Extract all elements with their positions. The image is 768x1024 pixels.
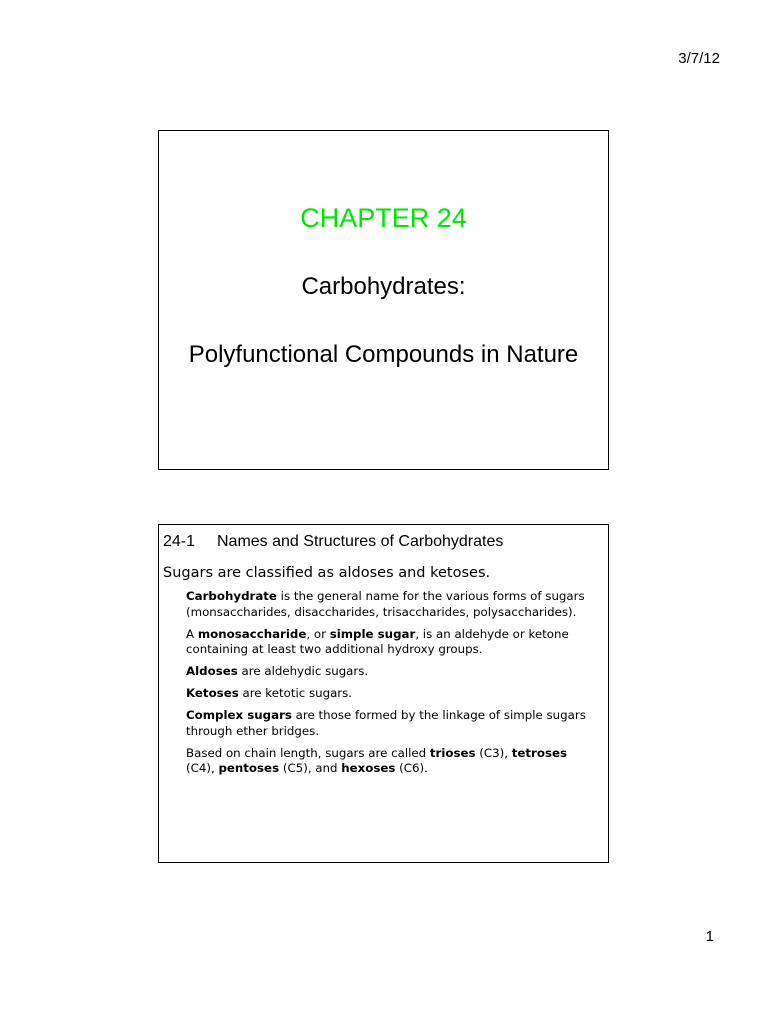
paragraph-text: (C4), <box>186 761 219 775</box>
page-number: 1 <box>705 928 714 945</box>
paragraph-aldoses <box>186 664 598 680</box>
term-trioses: trioses <box>429 745 476 760</box>
chapter-subtitle-2: Polyfunctional Compounds in Nature <box>188 341 579 368</box>
paragraph-text: are ketotic sugars. <box>238 686 353 700</box>
page-date: 3/7/12 <box>678 50 720 67</box>
paragraph-complex-sugars <box>186 708 598 739</box>
section-title: Names and Structures of Carbohydrates <box>217 533 504 550</box>
term-carbohydrate: Carbohydrate <box>186 589 277 603</box>
chapter-subtitle: Carbohydrates: <box>301 273 466 300</box>
paragraph-text: are those formed by the linkage of simple sugars through ether bridges. <box>186 708 586 738</box>
paragraph-text: are aldehydic sugars. <box>237 664 369 678</box>
paragraph-text: (C3), <box>475 745 512 760</box>
paragraph-text: Based on chain length, sugars are called <box>186 745 430 760</box>
paragraph-text: , is an aldehyde or ketone containing at least two additional hydroxy groups. <box>186 626 569 656</box>
term-ketoses: Ketoses <box>186 686 239 700</box>
paragraph-text: (C6). <box>395 761 428 775</box>
paragraph-chain-length <box>186 746 598 777</box>
term-complex-sugars: Complex sugars <box>186 708 292 722</box>
paragraph-text: A <box>186 626 198 641</box>
paragraph-text: (C5), and <box>279 761 342 775</box>
paragraph-monosaccharide <box>186 627 598 658</box>
term-aldoses: Aldoses <box>186 664 238 678</box>
chapter-heading: CHAPTER 24 <box>300 203 467 233</box>
section-subheading: Sugars are classified as aldoses and ketoses. <box>163 565 491 581</box>
paragraph-text: , or <box>306 626 330 641</box>
term-monosaccharide: monosaccharide <box>197 626 307 641</box>
section-number: 24-1 <box>163 533 196 550</box>
title-slide <box>158 130 609 470</box>
content-slide <box>158 524 609 863</box>
paragraph-ketoses <box>186 686 598 702</box>
paragraph-text: is the general name for the various forms of sugars (monsaccharides, disaccharides, trisaccharides, polysaccharides). <box>186 589 585 619</box>
paragraph-list <box>186 589 598 783</box>
paragraph-carbohydrate <box>186 589 598 620</box>
section-heading <box>163 533 503 551</box>
term-tetroses: tetroses <box>511 745 567 760</box>
term-hexoses: hexoses <box>341 761 396 775</box>
term-simple-sugar: simple sugar <box>329 626 416 641</box>
term-pentoses: pentoses <box>218 761 280 775</box>
